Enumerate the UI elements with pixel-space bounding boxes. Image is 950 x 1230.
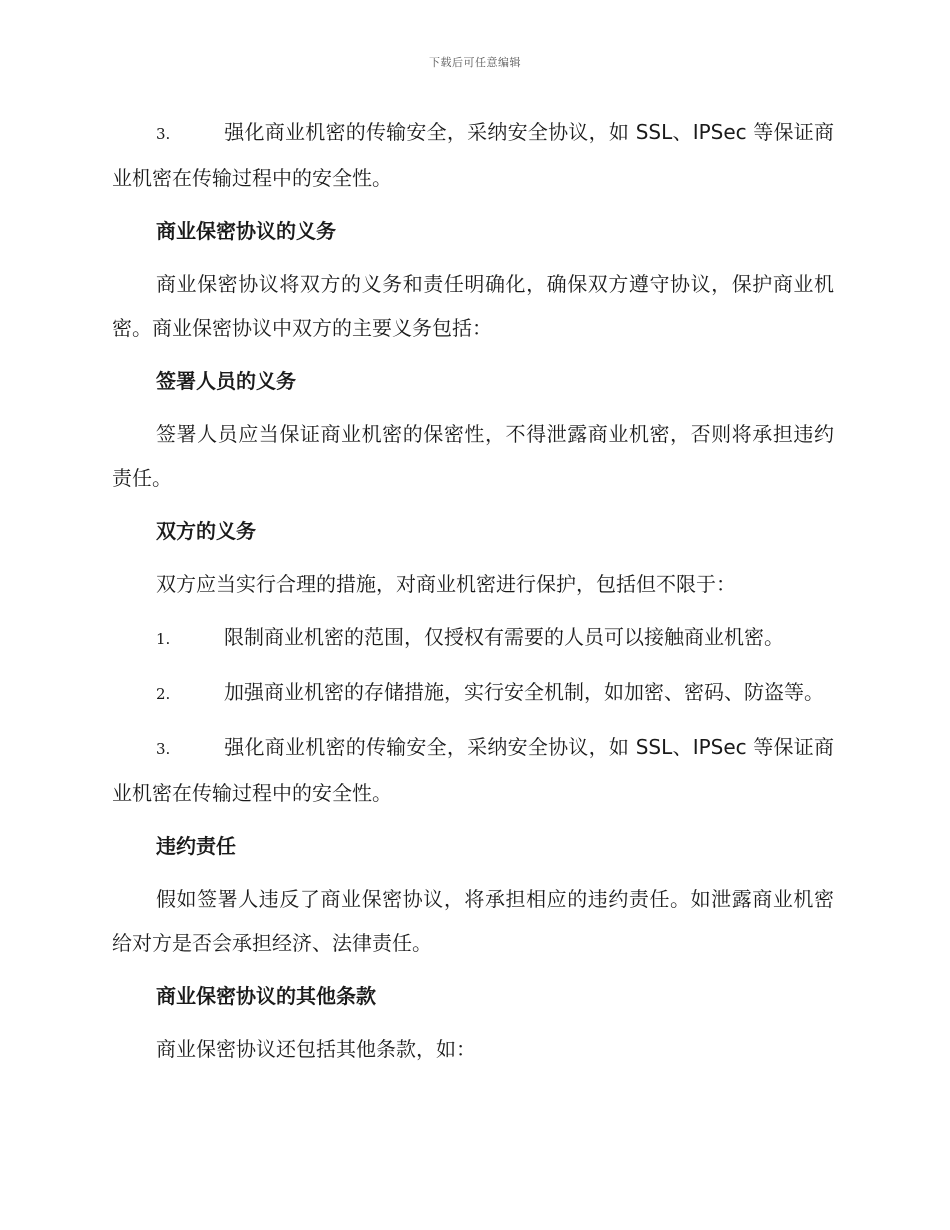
section-heading: 违约责任 <box>156 834 236 858</box>
section-heading: 双方的义务 <box>156 519 256 543</box>
list-item <box>112 725 834 815</box>
paragraph: 双方应当实行合理的措施，对商业机密进行保护，包括但不限于： <box>156 572 736 596</box>
list-number: 3. <box>156 125 171 143</box>
list-number: 3. <box>156 740 171 758</box>
list-item-text: 强化商业机密的传输安全，采纳安全协议，如 SSL、IPSec 等保证商业机密在传输过程中的安全性。 <box>112 120 834 190</box>
page-header: 下载后可任意编辑 <box>429 56 521 69</box>
paragraph: 签署人员应当保证商业机密的保密性，不得泄露商业机密，否则将承担违约责任。 <box>112 422 834 490</box>
section-heading: 签署人员的义务 <box>156 369 296 393</box>
section-heading: 商业保密协议的其他条款 <box>156 984 376 1008</box>
list-number: 2. <box>156 685 171 703</box>
list-item <box>112 670 834 716</box>
paragraph: 商业保密协议将双方的义务和责任明确化，确保双方遵守协议，保护商业机密。商业保密协议中双方的主要义务包括： <box>112 272 834 340</box>
section-heading: 商业保密协议的义务 <box>156 219 336 243</box>
list-number: 1. <box>156 630 171 648</box>
paragraph: 商业保密协议还包括其他条款，如： <box>156 1037 476 1061</box>
list-item-text: 加强商业机密的存储措施，实行安全机制，如加密、密码、防盗等。 <box>224 680 824 704</box>
list-item <box>112 615 834 661</box>
list-item <box>112 110 834 200</box>
list-item-text: 限制商业机密的范围，仅授权有需要的人员可以接触商业机密。 <box>224 625 784 649</box>
paragraph: 假如签署人违反了商业保密协议，将承担相应的违约责任。如泄露商业机密给对方是否会承担经济、法律责任。 <box>112 887 834 955</box>
document-body <box>112 110 834 1080</box>
list-item-text: 强化商业机密的传输安全，采纳安全协议，如 SSL、IPSec 等保证商业机密在传输过程中的安全性。 <box>112 735 834 805</box>
